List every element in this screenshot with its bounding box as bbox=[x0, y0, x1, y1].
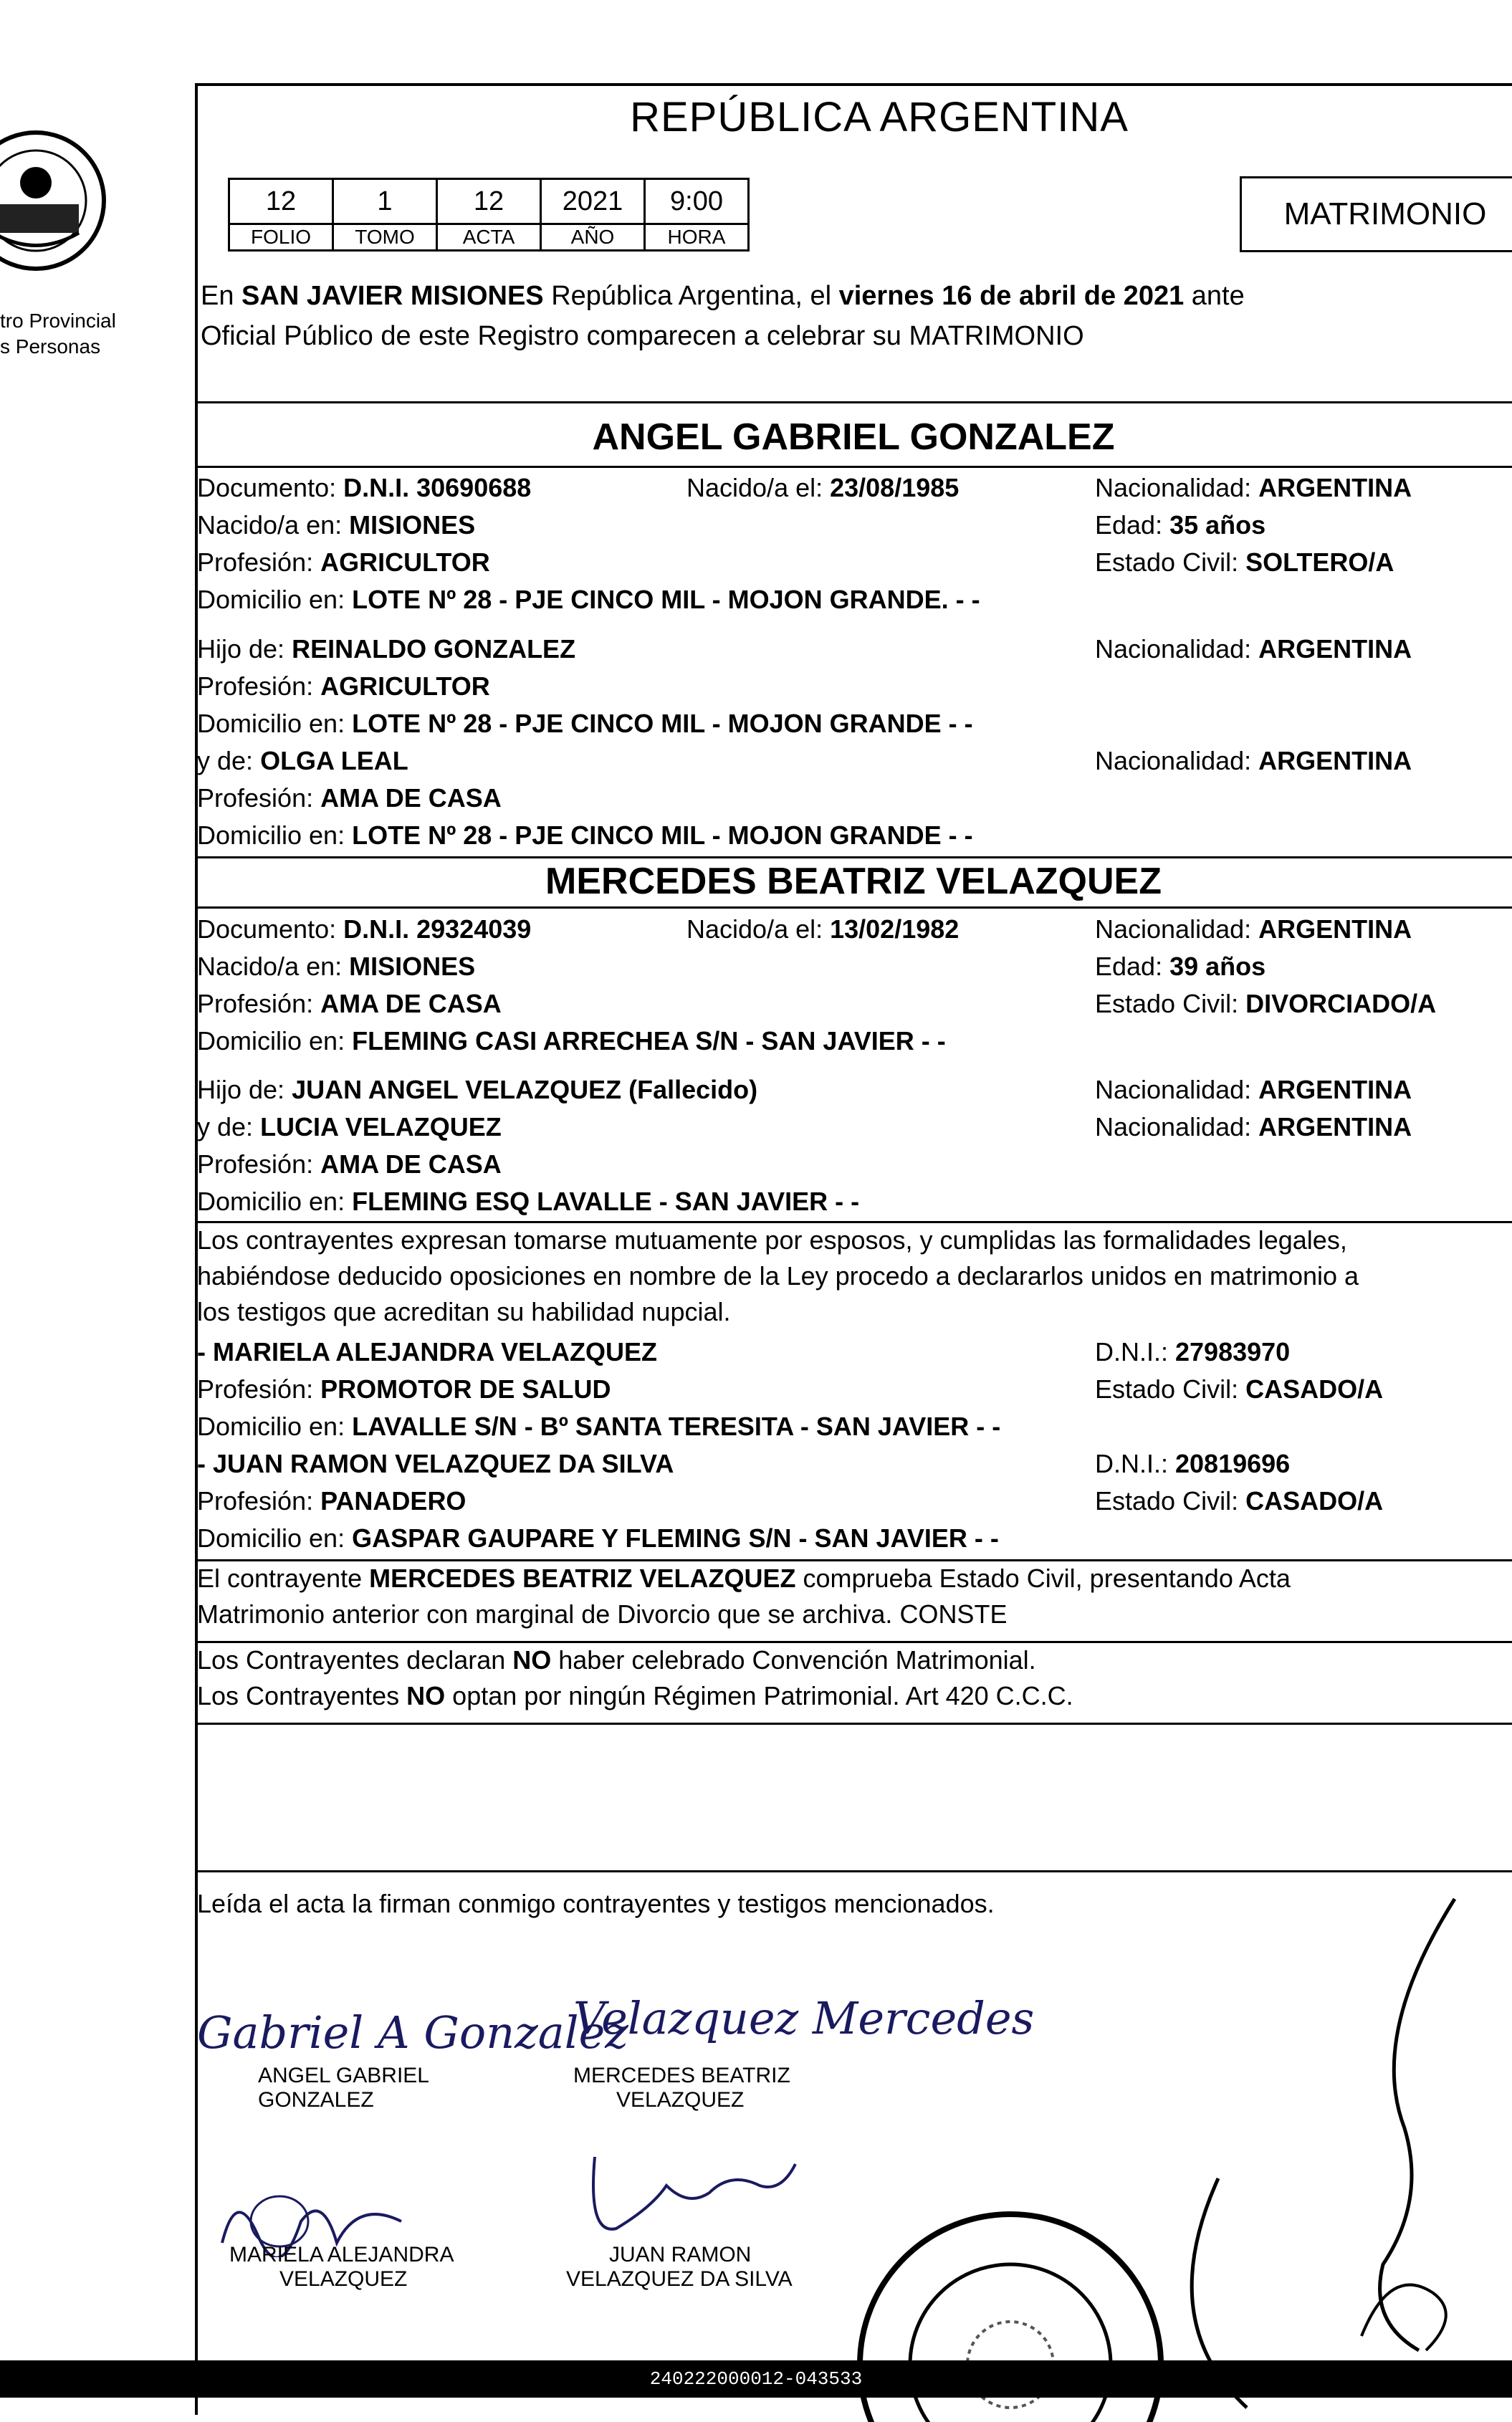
divider bbox=[195, 401, 1512, 403]
spouse1-name: ANGEL GABRIEL GONZALEZ bbox=[592, 416, 1115, 458]
spouse1-mother-address: Domicilio en: LOTE Nº 28 - PJE CINCO MIL - MOJON GRANDE - - bbox=[197, 820, 973, 850]
spouse2-father: Hijo de: JUAN ANGEL VELAZQUEZ (Fallecido) bbox=[197, 1075, 758, 1104]
spouse2-age: Edad: 39 años bbox=[1095, 952, 1266, 981]
spouse1-father-profession: Profesión: AGRICULTOR bbox=[197, 671, 490, 701]
divider bbox=[195, 1641, 1512, 1643]
document-code-bar: 240222000012-043533 bbox=[0, 2360, 1512, 2398]
intro-paragraph: En SAN JAVIER MISIONES República Argentina, el viernes 16 de abril de 2021 ante Oficial Público de este Registro comparecen a celebrar su MATRIMONIO bbox=[201, 281, 1245, 351]
convention-line-2: Los Contrayentes NO optan por ningún Régimen Patrimonial. Art 420 C.C.C. bbox=[197, 1681, 1073, 1710]
year-value: 2021 bbox=[541, 179, 645, 224]
signature-label-spouse2: MERCEDES BEATRIZ VELAZQUEZ bbox=[573, 2064, 790, 2112]
spouse2-birthdate: Nacido/a el: 13/02/1982 bbox=[686, 914, 960, 944]
spouse2-nationality: Nacionalidad: ARGENTINA bbox=[1095, 914, 1412, 944]
signature-spouse1-handwriting: Gabriel A Gonzalez bbox=[197, 2006, 628, 2059]
acta-value: 12 bbox=[437, 179, 541, 224]
spouse1-nationality: Nacionalidad: ARGENTINA bbox=[1095, 473, 1412, 502]
divider bbox=[195, 1723, 1512, 1725]
signature-label-spouse1: ANGEL GABRIEL GONZALEZ bbox=[258, 2064, 429, 2112]
spouse1-father-nationality: Nacionalidad: ARGENTINA bbox=[1095, 634, 1412, 664]
spouse1-civil-status: Estado Civil: SOLTERO/A bbox=[1095, 547, 1394, 577]
provincial-seal-icon bbox=[0, 115, 129, 287]
witness2-civil-status: Estado Civil: CASADO/A bbox=[1095, 1486, 1384, 1516]
hour-value: 9:00 bbox=[645, 179, 749, 224]
spouse2-mother-address: Domicilio en: FLEMING ESQ LAVALLE - SAN JAVIER - - bbox=[197, 1187, 860, 1216]
witness2-profession: Profesión: PANADERO bbox=[197, 1486, 466, 1516]
witness2-dni: D.N.I.: 20819696 bbox=[1095, 1449, 1291, 1478]
spouse1-mother-profession: Profesión: AMA DE CASA bbox=[197, 783, 502, 813]
acta-label: ACTA bbox=[437, 224, 541, 251]
divider bbox=[195, 1221, 1512, 1223]
folio-label: FOLIO bbox=[229, 224, 333, 251]
signature-label-witness2: JUAN RAMON VELAZQUEZ DA SILVA bbox=[566, 2243, 793, 2291]
tomo-label: TOMO bbox=[333, 224, 437, 251]
record-meta-table bbox=[228, 178, 750, 252]
spouse2-address: Domicilio en: FLEMING CASI ARRECHEA S/N - SAN JAVIER - - bbox=[197, 1026, 946, 1056]
divider bbox=[195, 856, 1512, 858]
spouse2-civil-status: Estado Civil: DIVORCIADO/A bbox=[1095, 989, 1437, 1018]
declaration-line-2: habiéndose deducido oposiciones en nombre de la Ley procedo a declararlos unidos en matrimonio a bbox=[197, 1261, 1359, 1291]
divider bbox=[195, 466, 1512, 468]
spouse2-father-nationality: Nacionalidad: ARGENTINA bbox=[1095, 1075, 1412, 1104]
signature-label-witness1: MARIELA ALEJANDRA VELAZQUEZ bbox=[229, 2243, 454, 2291]
witness1-profession: Profesión: PROMOTOR DE SALUD bbox=[197, 1374, 611, 1404]
signature-witness2-scribble-icon bbox=[588, 2143, 803, 2243]
declaration-line-1: Los contrayentes expresan tomarse mutuamente por esposos, y cumplidas las formalidades legales, bbox=[197, 1225, 1347, 1255]
spouse2-birthplace: Nacido/a en: MISIONES bbox=[197, 952, 476, 981]
witness1-address: Domicilio en: LAVALLE S/N - Bº SANTA TERESITA - SAN JAVIER - - bbox=[197, 1412, 1001, 1441]
civil-status-note-line-2: Matrimonio anterior con marginal de Divorcio que se archiva. CONSTE bbox=[197, 1599, 1008, 1629]
spouse2-profession: Profesión: AMA DE CASA bbox=[197, 989, 502, 1018]
witness1-civil-status: Estado Civil: CASADO/A bbox=[1095, 1374, 1384, 1404]
spouse1-mother: y de: OLGA LEAL bbox=[197, 746, 408, 775]
hour-label: HORA bbox=[645, 224, 749, 251]
registry-caption: tro Provincial s Personas bbox=[0, 310, 116, 358]
witness2-address: Domicilio en: GASPAR GAUPARE Y FLEMING S/N - SAN JAVIER - - bbox=[197, 1523, 999, 1553]
spouse2-mother: y de: LUCIA VELAZQUEZ bbox=[197, 1112, 502, 1141]
spouse1-address: Domicilio en: LOTE Nº 28 - PJE CINCO MIL - MOJON GRANDE. - - bbox=[197, 585, 980, 614]
page-title: REPÚBLICA ARGENTINA bbox=[630, 94, 1129, 140]
witness1-name: - MARIELA ALEJANDRA VELAZQUEZ bbox=[197, 1337, 657, 1366]
signature-spouse2-handwriting: Velazquez Mercedes bbox=[573, 1992, 1035, 2044]
divider bbox=[195, 1870, 1512, 1872]
spouse2-name: MERCEDES BEATRIZ VELAZQUEZ bbox=[545, 861, 1162, 902]
spouse2-mother-profession: Profesión: AMA DE CASA bbox=[197, 1149, 502, 1179]
divider bbox=[195, 906, 1512, 909]
spouse1-father: Hijo de: REINALDO GONZALEZ bbox=[197, 634, 576, 664]
spouse1-document: Documento: D.N.I. 30690688 bbox=[197, 473, 532, 502]
official-signature-scribble-icon bbox=[1340, 1892, 1483, 2365]
witness2-name: - JUAN RAMON VELAZQUEZ DA SILVA bbox=[197, 1449, 674, 1478]
declaration-line-3: los testigos que acreditan su habilidad nupcial. bbox=[197, 1297, 731, 1326]
spouse1-age: Edad: 35 años bbox=[1095, 510, 1266, 540]
spouse2-document: Documento: D.N.I. 29324039 bbox=[197, 914, 532, 944]
tomo-value: 1 bbox=[333, 179, 437, 224]
folio-value: 12 bbox=[229, 179, 333, 224]
spouse2-mother-nationality: Nacionalidad: ARGENTINA bbox=[1095, 1112, 1412, 1141]
signature-intro: Leída el acta la firman conmigo contrayentes y testigos mencionados. bbox=[197, 1889, 995, 1918]
witness1-dni: D.N.I.: 27983970 bbox=[1095, 1337, 1291, 1366]
convention-line-1: Los Contrayentes declaran NO haber celebrado Convención Matrimonial. bbox=[197, 1645, 1036, 1675]
civil-status-note-line-1: El contrayente MERCEDES BEATRIZ VELAZQUEZ comprueba Estado Civil, presentando Acta bbox=[197, 1564, 1291, 1593]
spouse1-birthdate: Nacido/a el: 23/08/1985 bbox=[686, 473, 960, 502]
spouse1-father-address: Domicilio en: LOTE Nº 28 - PJE CINCO MIL - MOJON GRANDE - - bbox=[197, 709, 973, 738]
year-label: AÑO bbox=[541, 224, 645, 251]
divider bbox=[195, 1559, 1512, 1561]
spouse1-profession: Profesión: AGRICULTOR bbox=[197, 547, 490, 577]
spouse1-birthplace: Nacido/a en: MISIONES bbox=[197, 510, 476, 540]
spouse1-mother-nationality: Nacionalidad: ARGENTINA bbox=[1095, 746, 1412, 775]
act-type-box: MATRIMONIO bbox=[1240, 176, 1512, 252]
